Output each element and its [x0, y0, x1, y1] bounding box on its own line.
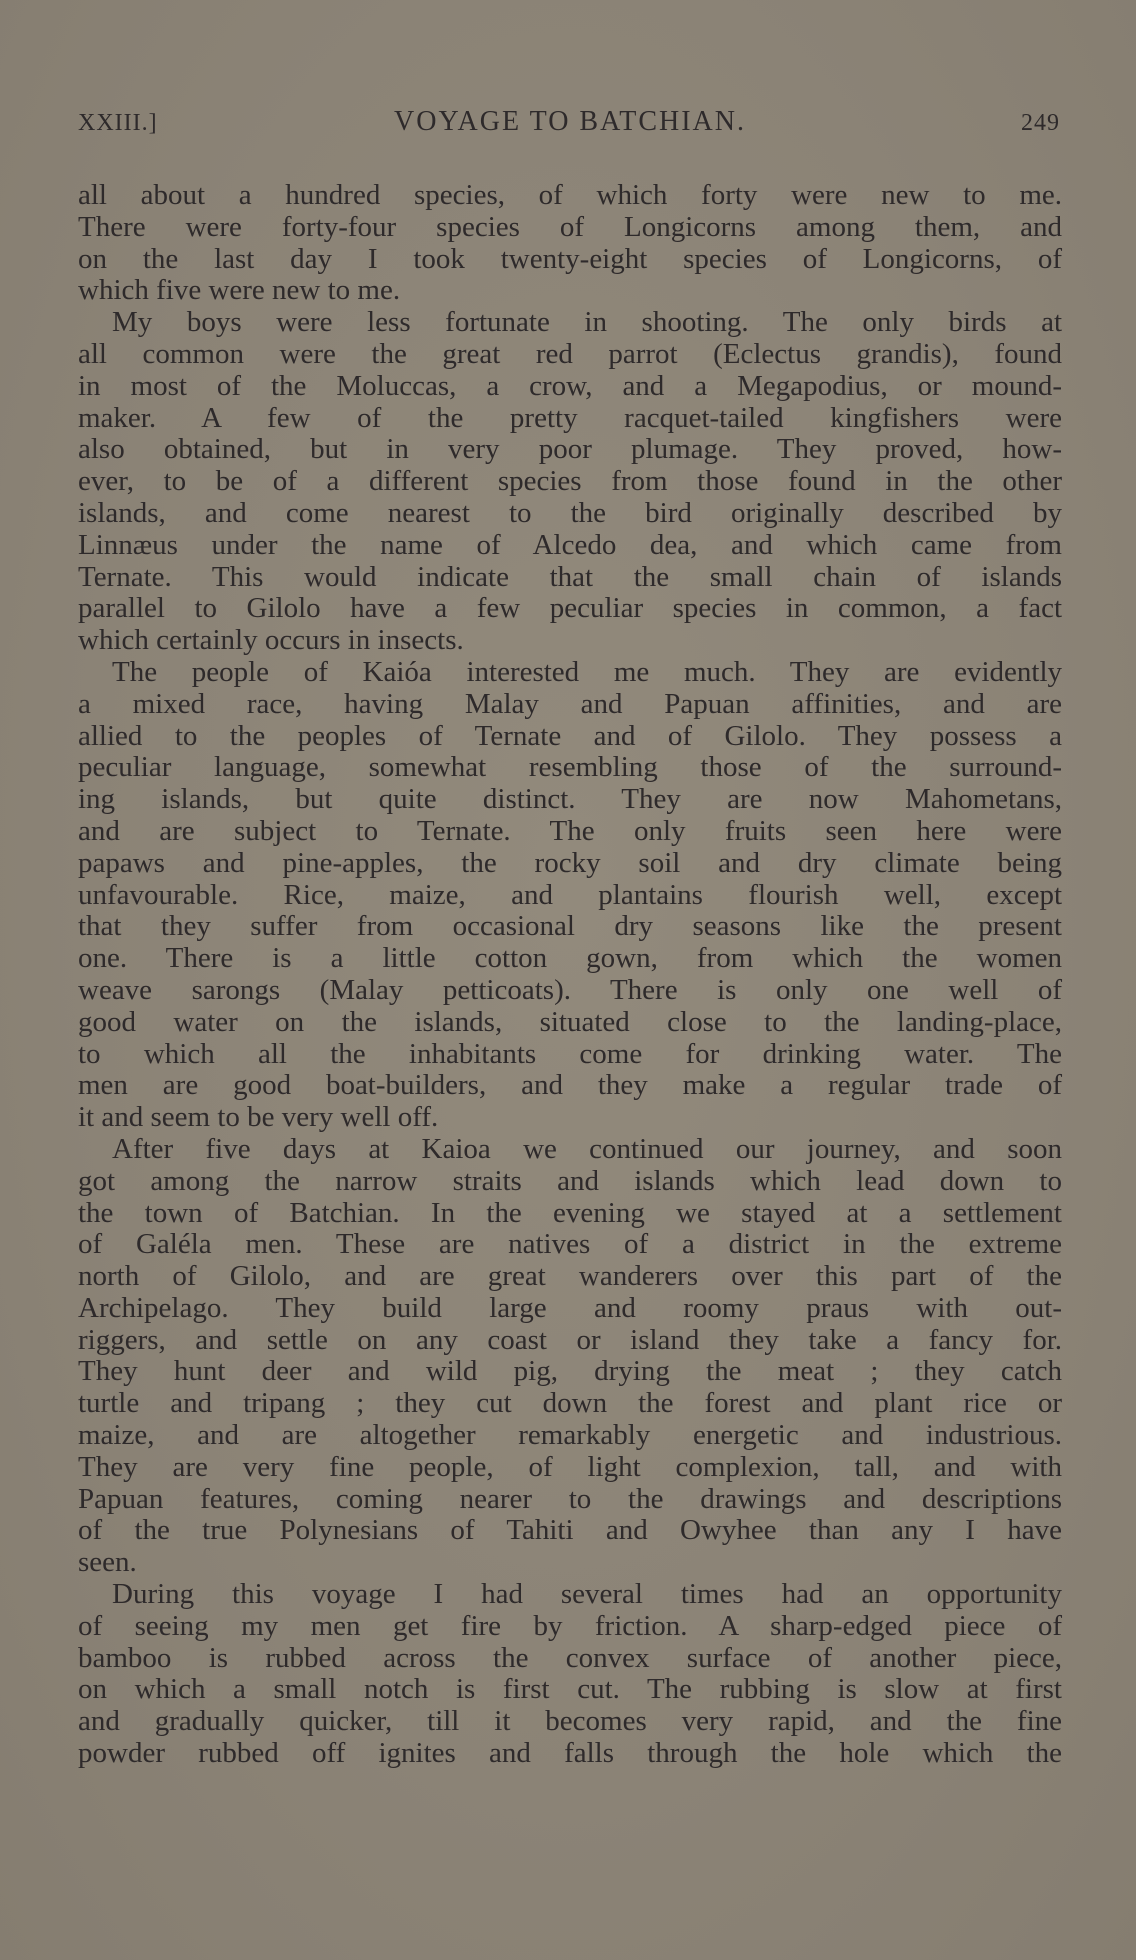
text-line: on which a small notch is first cut. The rubbing is slow at first [78, 1673, 1062, 1706]
text-line: bamboo is rubbed across the convex surface of another piece, [78, 1641, 1062, 1674]
text-line: all about a hundred species, of which forty were new to me. [78, 179, 1062, 211]
text-line: ing islands, but quite distinct. They are now Mahometans, [78, 783, 1062, 816]
text-line: weave sarongs (Malay petticoats). There is only one well of [78, 973, 1062, 1006]
text-line: that they suffer from occasional dry seasons like the present [78, 910, 1062, 943]
text-line: allied to the peoples of Ternate and of Gilolo. They possess a [78, 719, 1062, 752]
text-line: the town of Batchian. In the evening we stayed at a settlement [78, 1196, 1062, 1229]
page-number: 249 [1021, 110, 1060, 136]
text-line: to which all the inhabitants come for drinking water. The [78, 1037, 1062, 1070]
text-line: peculiar language, somewhat resembling those of the surround- [78, 751, 1062, 784]
text-line: got among the narrow straits and islands which lead down to [78, 1164, 1062, 1197]
body-text [78, 180, 1062, 1770]
text-line: men are good boat-builders, and they make a regular trade of [78, 1069, 1062, 1102]
text-line: There were forty-four species of Longicorns among them, and [78, 210, 1062, 243]
text-line: all common were the great red parrot (Eclectus grandis), found [78, 337, 1062, 370]
text-line: maker. A few of the pretty racquet-tailed kingfishers were [78, 401, 1062, 434]
running-header [78, 106, 1062, 146]
text-line: powder rubbed off ignites and falls through the hole which the [78, 1737, 1062, 1770]
text-line: good water on the islands, situated close to the landing-place, [78, 1005, 1062, 1038]
text-line: and gradually quicker, till it becomes very rapid, and the fine [78, 1705, 1062, 1738]
text-line: which five were new to me. [78, 274, 401, 307]
text-line: The people of Kaióa interested me much. They are evidently [112, 655, 1062, 688]
text-line: Archipelago. They build large and roomy praus with out- [78, 1291, 1062, 1324]
text-line: of seeing my men get fire by friction. A sharp-edged piece of [78, 1609, 1062, 1642]
text-line: islands, and come nearest to the bird originally described by [78, 496, 1062, 529]
text-line: maize, and are altogether remarkably energetic and industrious. [78, 1419, 1062, 1452]
text-line: turtle and tripang ; they cut down the forest and plant rice or [78, 1387, 1062, 1420]
text-line: a mixed race, having Malay and Papuan affinities, and are [78, 687, 1062, 720]
text-line: riggers, and settle on any coast or island they take a fancy for. [78, 1323, 1062, 1356]
text-line: Ternate. This would indicate that the small chain of islands [78, 560, 1062, 593]
text-line: Linnæus under the name of Alcedo dea, and which came from [78, 528, 1062, 561]
text-line: parallel to Gilolo have a few peculiar species in common, a fact [78, 592, 1062, 625]
text-line: unfavourable. Rice, maize, and plantains flourish well, except [78, 878, 1062, 911]
text-line: of Galéla men. These are natives of a district in the extreme [78, 1228, 1062, 1261]
text-line: and are subject to Ternate. The only fruits seen here were [78, 814, 1062, 847]
text-line: seen. [78, 1546, 137, 1579]
text-line: it and seem to be very well off. [78, 1101, 439, 1134]
text-line: on the last day I took twenty-eight species of Longicorns, of [78, 242, 1062, 275]
chapter-number: XXIII.] [78, 110, 158, 136]
text-line: They are very fine people, of light complexion, tall, and with [78, 1450, 1062, 1483]
running-title: VOYAGE TO BATCHIAN. [394, 106, 746, 137]
text-line: My boys were less fortunate in shooting. The only birds at [112, 306, 1062, 339]
text-line: also obtained, but in very poor plumage. They proved, how- [78, 433, 1062, 466]
text-line: They hunt deer and wild pig, drying the meat ; they catch [78, 1355, 1062, 1388]
text-line: During this voyage I had several times had an opportunity [112, 1578, 1062, 1611]
text-line: of the true Polynesians of Tahiti and Owyhee than any I have [78, 1514, 1062, 1547]
text-line: in most of the Moluccas, a crow, and a Megapodius, or mound- [78, 369, 1062, 402]
text-line: After five days at Kaioa we continued our journey, and soon [112, 1132, 1062, 1165]
text-line: which certainly occurs in insects. [78, 624, 464, 657]
text-line: ever, to be of a different species from those found in the other [78, 465, 1062, 498]
text-line: papaws and pine-apples, the rocky soil and dry climate being [78, 846, 1062, 879]
text-line: Papuan features, coming nearer to the drawings and descriptions [78, 1482, 1062, 1515]
text-line: north of Gilolo, and are great wanderers over this part of the [78, 1260, 1062, 1293]
text-line: one. There is a little cotton gown, from which the women [78, 942, 1062, 975]
